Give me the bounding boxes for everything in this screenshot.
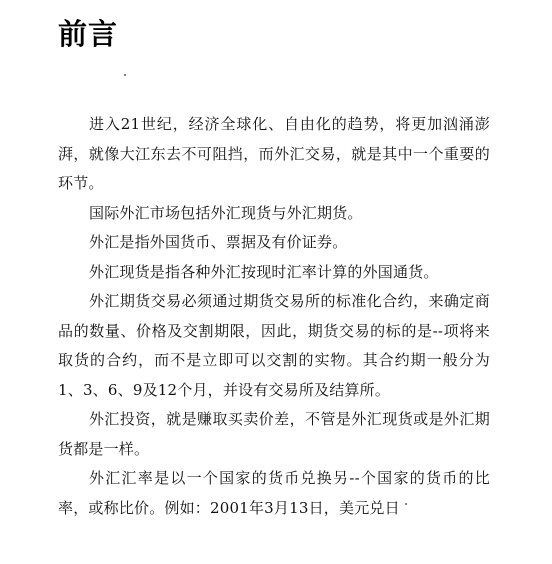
- page-title: 前言: [58, 17, 119, 51]
- paragraph-forex-definition: 外汇是指外国货币、票据及有价证券。: [89, 233, 348, 251]
- paragraph-spot-definition: 外汇现货是指各种外汇按现时汇率计算的外国通货。: [89, 262, 439, 281]
- paragraph-futures: 外汇期货交易必须通过期货交易所的标准化合约，来确定商品的数量、价格及交割期限，因此，期货交易的标的是--项将来取货的合约，而不是立即可以交割的实物。其合约期一般分为1、3、6、9及12个月，并设有交易所及结算所。: [58, 292, 490, 399]
- paragraph-market: 国际外汇市场包括外汇现货与外汇期货。: [89, 203, 363, 222]
- paragraph-intro: 进入21世纪，经济全球化、自由化的趋势，将更加汹涌澎湃，就像大江东去不可阻挡，而外汇交易，就是其中一个重要的环节。: [58, 115, 490, 192]
- paragraph-exchange-rate: 外汇汇率是以一个国家的货币兑换另--个国家的货币的比率，或称比价。例如：2001年3月13日，美元兑日: [58, 469, 490, 517]
- paragraph-investment: 外汇投资，就是赚取买卖价差，不管是外汇现货或是外汇期货都是一样。: [58, 410, 490, 458]
- body-text: [58, 110, 490, 523]
- scan-speck: [124, 74, 126, 76]
